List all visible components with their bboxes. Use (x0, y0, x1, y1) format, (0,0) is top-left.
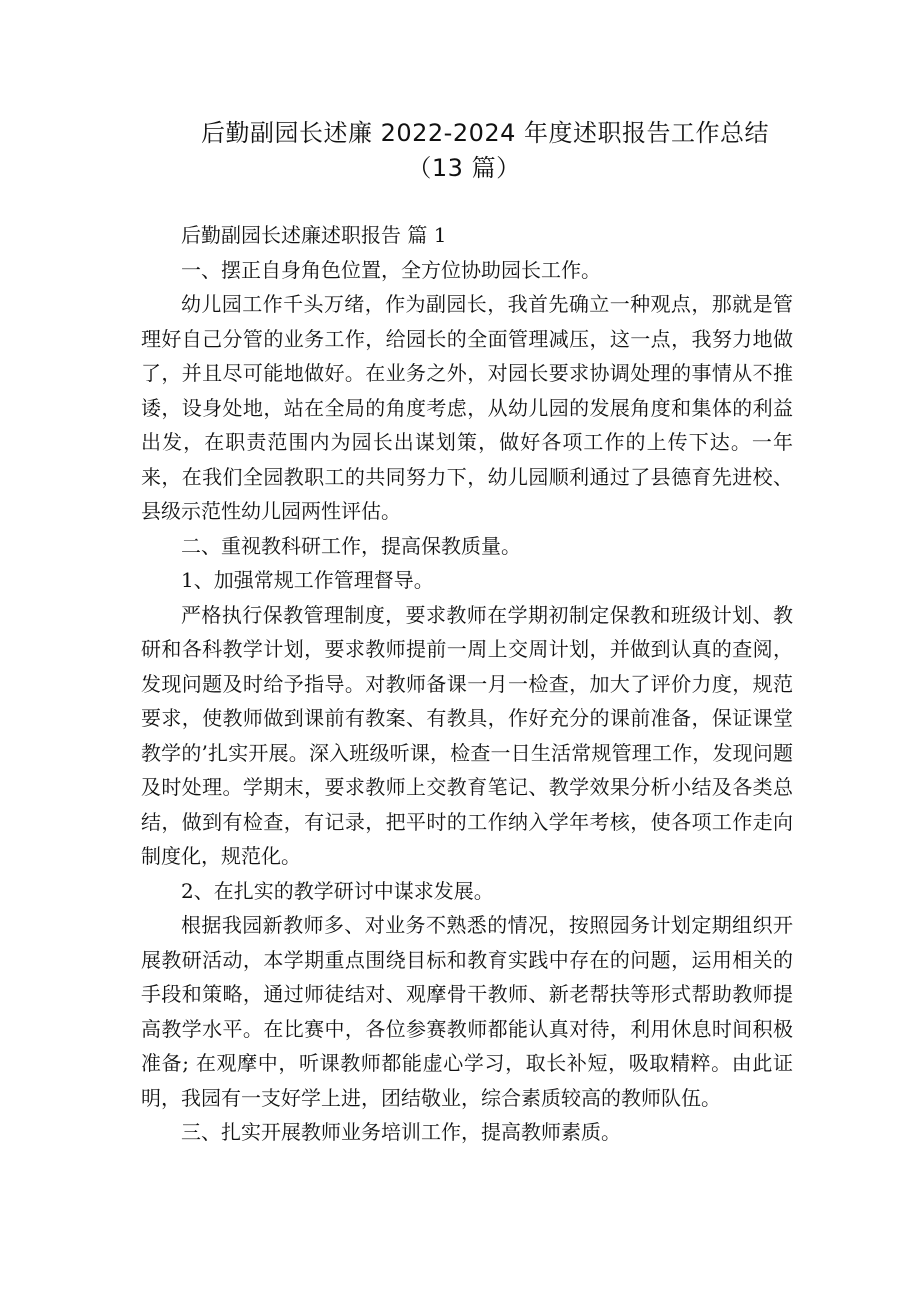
paragraph: 一、摆正自身角色位置，全方位协助园长工作。 (181, 257, 601, 282)
paragraph: 三、扎实开展教师业务培训工作，提高教师素质。 (181, 1120, 621, 1144)
section-heading: 后勤副园长述廉述职报告 篇 1 (181, 223, 447, 247)
paragraph: 1、加强常规工作管理督导。 (181, 568, 434, 592)
paragraph: 严格执行保教管理制度，要求教师在学期初制定保教和班级计划、教研和各科教学计划，要求教师提前一周上交周计划，并做到认真的查阅，发现问题及时给予指导。对教师备课一月一检查，加大了评价力度，规范要求，使教师做到课前有教案、有教具，作好充分的课前准备，保证课堂教学的’扎实开展。深入班级听课，检查一日生活常规管理工作，发现问题及时处理。学期末，要求教师上交教育笔记、教学效果分析小结及各类总结，做到有检查，有记录，把平时的工作纳入学年考核，使各项工作走向制度化，规范化。 (141, 602, 793, 868)
document-title-subtitle: （13 篇） (407, 154, 521, 182)
paragraph: 根据我园新教师多、对业务不熟悉的情况，按照园务计划定期组织开展教研活动，本学期重点围绕目标和教育实践中存在的问题，运用相关的手段和策略，通过师徒结对、观摩骨干教师、新老帮扶等形式帮助教师提高教学水平。在比赛中，各位参赛教师都能认真对待，利用休息时间积极准备; 在观摩中，听课教师都能虚心学习，取长补短，吸取精粹。由此证明，我园有一支好学上进，团结敬业，综合素质较高的教师队伍。 (141, 913, 793, 1110)
document-title: 后勤副园长述廉 2022-2024 年度述职报告工作总结 (200, 119, 770, 147)
paragraph: 幼儿园工作千头万绪，作为副园长，我首先确立一种观点，那就是管理好自己分管的业务工作，给园长的全面管理减压，这一点，我努力地做了，并且尽可能地做好。在业务之外，对园长要求协调处理的事情从不推诿，设身处地，站在全局的角度考虑，从幼儿园的发展角度和集体的利益出发，在职责范围内为园长出谋划策，做好各项工作的上传下达。一年来，在我们全园教职工的共同努力下，幼儿园顺利通过了县德育先进校、县级示范性幼儿园两性评估。 (141, 292, 793, 523)
document-body (141, 218, 793, 1150)
paragraph: 二、重视教科研工作，提高保教质量。 (181, 533, 521, 558)
paragraph: 2、在扎实的教学研讨中谋求发展。 (181, 878, 494, 903)
